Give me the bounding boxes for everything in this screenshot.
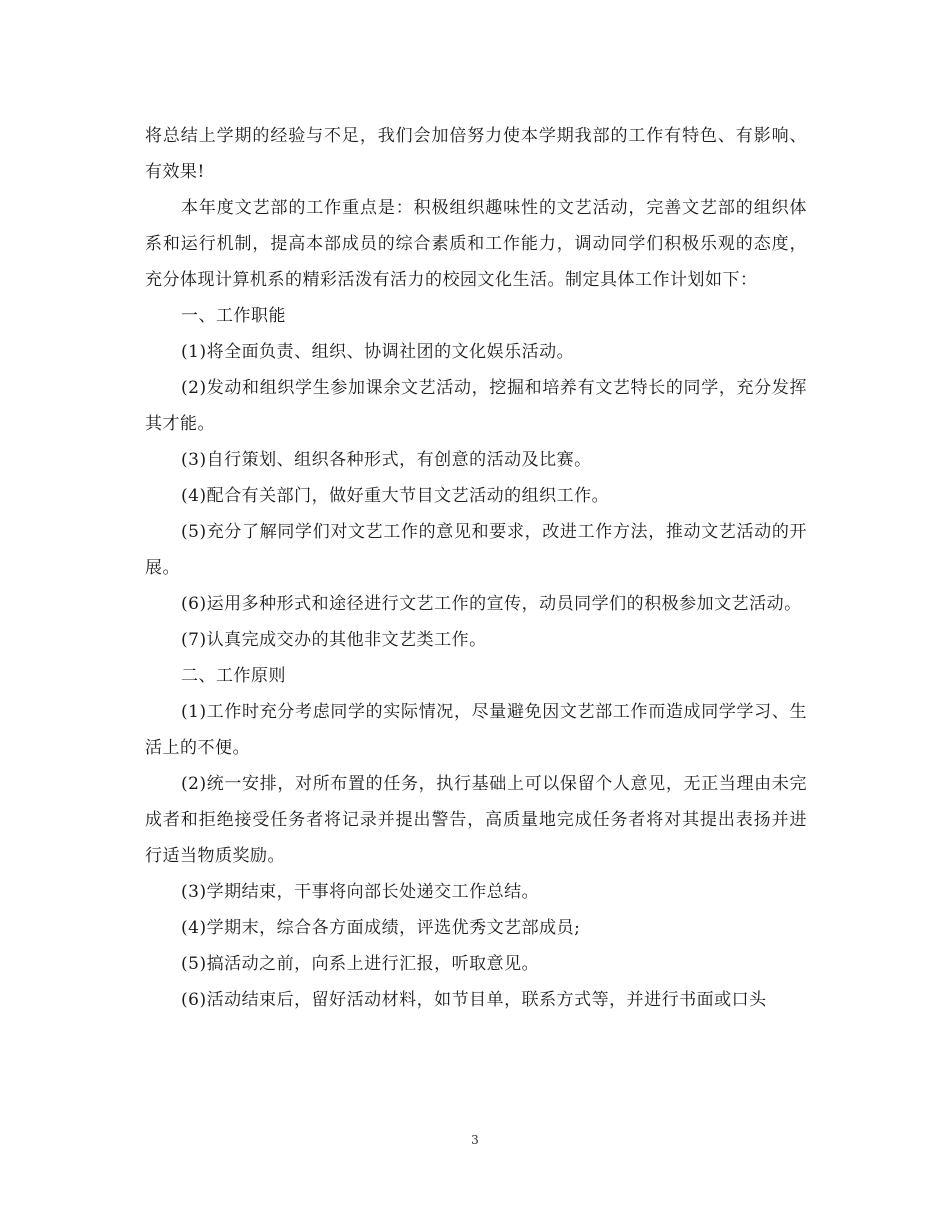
document-body [145, 118, 807, 1018]
list-item: (3)学期结束，干事将向部长处递交工作总结。 [181, 882, 540, 902]
list-item: (4)配合有关部门，做好重大节目文艺活动的组织工作。 [181, 486, 610, 506]
section-heading: 二、工作原则 [181, 666, 286, 686]
list-item: (6)活动结束后，留好活动材料，如节目单，联系方式等，并进行书面或口头 [181, 990, 767, 1010]
list-item: (5)搞活动之前，向系上进行汇报，听取意见。 [181, 954, 540, 974]
list-item: (4)学期末，综合各方面成绩，评选优秀文艺部成员; [181, 918, 581, 938]
list-item: (7)认真完成交办的其他非文艺类工作。 [181, 630, 487, 650]
list-item: (1)工作时充分考虑同学的实际情况，尽量避免因文艺部工作而造成同学学习、生活上的不便。 [145, 702, 807, 758]
list-item: (3)自行策划、组织各种形式，有创意的活动及比赛。 [181, 450, 592, 470]
section-heading: 一、工作职能 [181, 306, 286, 326]
list-item: (1)将全面负责、组织、协调社团的文化娱乐活动。 [181, 342, 575, 362]
paragraph: 将总结上学期的经验与不足，我们会加倍努力使本学期我部的工作有特色、有影响、有效果! [145, 126, 807, 182]
list-item: (5)充分了解同学们对文艺工作的意见和要求，改进工作方法，推动文艺活动的开展。 [145, 522, 807, 578]
page-number: 3 [471, 1133, 479, 1147]
list-item: (2)发动和组织学生参加课余文艺活动，挖掘和培养有文艺特长的同学，充分发挥其才能。 [145, 378, 807, 434]
list-item: (6)运用多种形式和途径进行文艺工作的宣传，动员同学们的积极参加文艺活动。 [181, 594, 802, 614]
paragraph: 本年度文艺部的工作重点是：积极组织趣味性的文艺活动，完善文艺部的组织体系和运行机制，提高本部成员的综合素质和工作能力，调动同学们积极乐观的态度，充分体现计算机系的精彩活泼有活力的校园文化生活。制定具体工作计划如下： [145, 198, 807, 290]
list-item: (2)统一安排，对所布置的任务，执行基础上可以保留个人意见，无正当理由未完成者和拒绝接受任务者将记录并提出警告，高质量地完成任务者将对其提出表扬并进行适当物质奖励。 [145, 774, 807, 866]
